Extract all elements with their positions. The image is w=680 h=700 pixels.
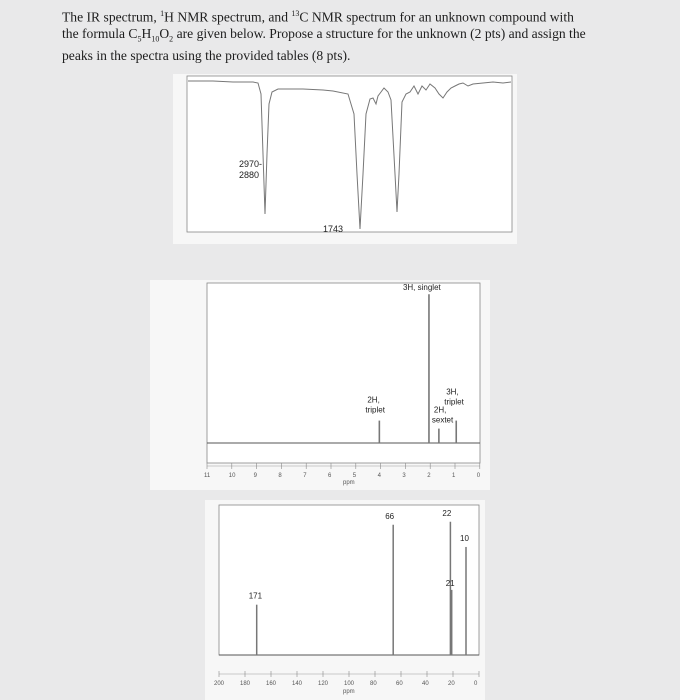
cnmr-tick-label: 20 <box>448 681 455 687</box>
q-line1-end: C NMR spectrum for an unknown compound with <box>299 9 574 25</box>
hnmr-spectrum <box>150 280 490 490</box>
ir-label-1743: 1743 <box>323 224 344 234</box>
hnmr-tick-label: 0 <box>476 473 481 479</box>
hnmr-peak-label: 3H, <box>446 387 459 397</box>
cnmr-peak-label: 10 <box>460 533 469 543</box>
cnmr-tick-label: 200 <box>214 681 225 687</box>
cnmr-tick-label: 40 <box>422 681 429 687</box>
q-line2-end: are given below. Propose a structure for the unknown (2 pts) and assign the <box>173 26 586 42</box>
q-sup-13: 13 <box>291 9 300 18</box>
q-sub-5: 5 <box>137 34 142 44</box>
q-line2-prefix: the formula C <box>62 26 138 42</box>
hnmr-tick-label: 2 <box>427 473 431 479</box>
q-line2-o: O <box>159 26 170 42</box>
cnmr-tick-label: 160 <box>266 681 277 687</box>
hnmr-tick-label: 7 <box>303 473 307 479</box>
hnmr-tick-label: 6 <box>328 473 332 479</box>
cnmr-peak-label: 66 <box>385 511 395 521</box>
hnmr-tick-label: 5 <box>352 473 357 479</box>
q-sub-10: 10 <box>151 34 160 44</box>
hnmr-tick-label: 4 <box>377 473 381 479</box>
q-line3: peaks in the spectra using the provided tables (8 pts). <box>62 48 351 64</box>
hnmr-tick-label: 11 <box>204 473 211 479</box>
cnmr-peak-label: 21 <box>445 578 455 588</box>
cnmr-spectrum <box>205 500 485 700</box>
cnmr-tick-label: 100 <box>344 681 355 687</box>
ir-spectrum-panel <box>173 74 517 244</box>
ir-label-2970: 2970- <box>239 159 263 169</box>
hnmr-tick-label: 9 <box>253 473 257 479</box>
cnmr-spectrum-panel <box>205 500 485 700</box>
ir-spectrum <box>173 74 517 244</box>
cnmr-xlabel: ppm <box>343 689 355 695</box>
cnmr-tick-label: 180 <box>240 681 251 687</box>
cnmr-tick-label: 60 <box>396 681 403 687</box>
q-line1-mid: H NMR spectrum, and <box>164 9 292 25</box>
hnmr-tick-label: 8 <box>278 473 282 479</box>
hnmr-peak-multiplicity: triplet <box>365 405 385 415</box>
cnmr-tick-label: 140 <box>292 681 303 687</box>
question-text <box>62 6 662 65</box>
cnmr-tick-label: 0 <box>474 681 478 687</box>
cnmr-tick-label: 120 <box>318 681 329 687</box>
hnmr-spectrum-panel <box>150 280 490 490</box>
q-line1-prefix: The IR spectrum, <box>62 9 161 25</box>
hnmr-peak-label: 3H, singlet <box>402 283 441 293</box>
ir-label-2880: 2880 <box>239 170 260 180</box>
hnmr-peak-multiplicity: sextet <box>431 415 454 425</box>
hnmr-peak-label: 2H, <box>367 395 380 405</box>
hnmr-tick-label: 10 <box>228 473 236 479</box>
hnmr-tick-label: 3 <box>402 473 406 479</box>
cnmr-peak-label: 22 <box>442 508 452 518</box>
q-sub-2: 2 <box>169 34 174 44</box>
q-line2-h: H <box>141 26 152 42</box>
hnmr-xlabel: ppm <box>343 480 355 486</box>
hnmr-tick-label: 1 <box>452 473 456 479</box>
cnmr-tick-label: 80 <box>370 681 377 687</box>
hnmr-peak-label: 2H, <box>433 405 447 415</box>
cnmr-peak-label: 171 <box>248 591 263 601</box>
q-sup-1: 1 <box>160 9 165 18</box>
hnmr-peak-multiplicity: triplet <box>444 397 464 407</box>
